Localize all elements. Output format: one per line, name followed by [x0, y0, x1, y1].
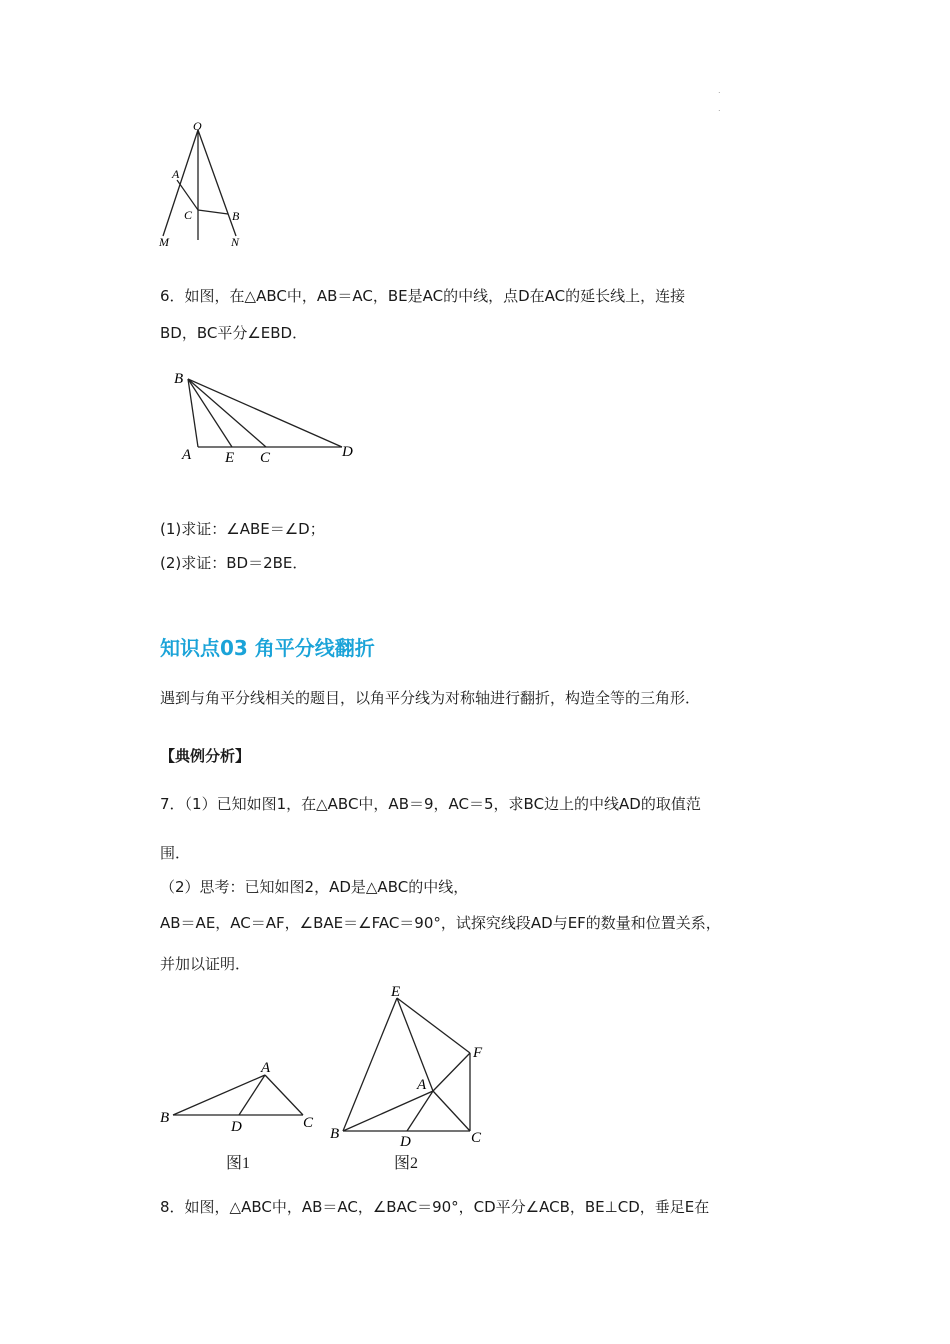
- segment-ac: [177, 180, 198, 210]
- segment-ba: [188, 379, 198, 447]
- label-c: C: [303, 1115, 314, 1131]
- label-n: N: [231, 235, 240, 249]
- label-c: C: [260, 450, 271, 465]
- corner-mark: .: [718, 104, 721, 113]
- label-e: E: [225, 450, 235, 465]
- segment-fa: [433, 1053, 470, 1091]
- figure-1-caption: 图1: [226, 1155, 251, 1172]
- figure-angle-omn: [155, 118, 250, 253]
- q6-part-1: (1)求证：∠ABE＝∠D；: [160, 520, 325, 538]
- q7-line-1b: 围．: [160, 844, 191, 862]
- q6-part-2: (2)求证：BD＝2BE．: [160, 554, 308, 572]
- segment-bd: [188, 379, 342, 447]
- figure-2-caption: 图2: [394, 1155, 419, 1172]
- label-a: A: [182, 447, 192, 463]
- label-b: B: [232, 209, 240, 223]
- label-b: B: [174, 371, 184, 387]
- label-c: C: [471, 1130, 482, 1146]
- ray-on: [198, 130, 236, 236]
- figure-q6: [170, 365, 370, 465]
- label-d: D: [342, 444, 353, 460]
- segment-cb: [198, 210, 228, 214]
- q7-line-3: AB＝AE，AC＝AF，∠BAE＝∠FAC＝90°，试探究线段AD与EF的数量和位置关系，: [160, 914, 721, 932]
- q7-line-4: 并加以证明．: [160, 955, 251, 973]
- corner-mark: .: [718, 86, 721, 95]
- q8-line-1: 8．如图，△ABC中，AB＝AC，∠BAC＝90°，CD平分∠ACB，BE⊥CD，垂足E在: [160, 1198, 710, 1216]
- label-d: D: [231, 1119, 242, 1135]
- section-description: 遇到与角平分线相关的题目，以角平分线为对称轴进行翻折，构造全等的三角形．: [160, 689, 701, 707]
- label-a: A: [172, 167, 180, 181]
- q6-line-1: 6．如图，在△ABC中，AB＝AC，BE是AC的中线，点D在AC的延长线上，连接: [160, 287, 686, 305]
- segment-ac: [433, 1091, 470, 1131]
- segment-bc: [188, 379, 266, 447]
- label-d: D: [400, 1134, 411, 1150]
- label-a: A: [261, 1060, 271, 1076]
- segment-ac: [265, 1075, 303, 1115]
- label-c: C: [184, 208, 193, 222]
- q7-line-1: 7．（1）已知如图1，在△ABC中，AB＝9，AC＝5，求BC边上的中线AD的取值范: [160, 795, 701, 813]
- q7-line-2: （2）思考：已知如图2，AD是△ABC的中线，: [160, 878, 469, 896]
- figure-q7-1: [155, 1055, 325, 1140]
- label-b: B: [160, 1110, 170, 1126]
- segment-ba: [173, 1075, 265, 1115]
- example-label: 【典例分析】: [160, 747, 251, 765]
- section-title: 知识点03 角平分线翻折: [160, 636, 375, 660]
- figure-q7-2: [325, 978, 505, 1153]
- ray-om: [163, 130, 198, 236]
- q6-line-2: BD，BC平分∠EBD．: [160, 324, 308, 342]
- label-m: M: [159, 235, 169, 249]
- label-o: O: [193, 119, 202, 133]
- label-a: A: [417, 1077, 427, 1093]
- label-f: F: [473, 1045, 483, 1061]
- label-b: B: [330, 1126, 340, 1142]
- label-e: E: [391, 984, 401, 1000]
